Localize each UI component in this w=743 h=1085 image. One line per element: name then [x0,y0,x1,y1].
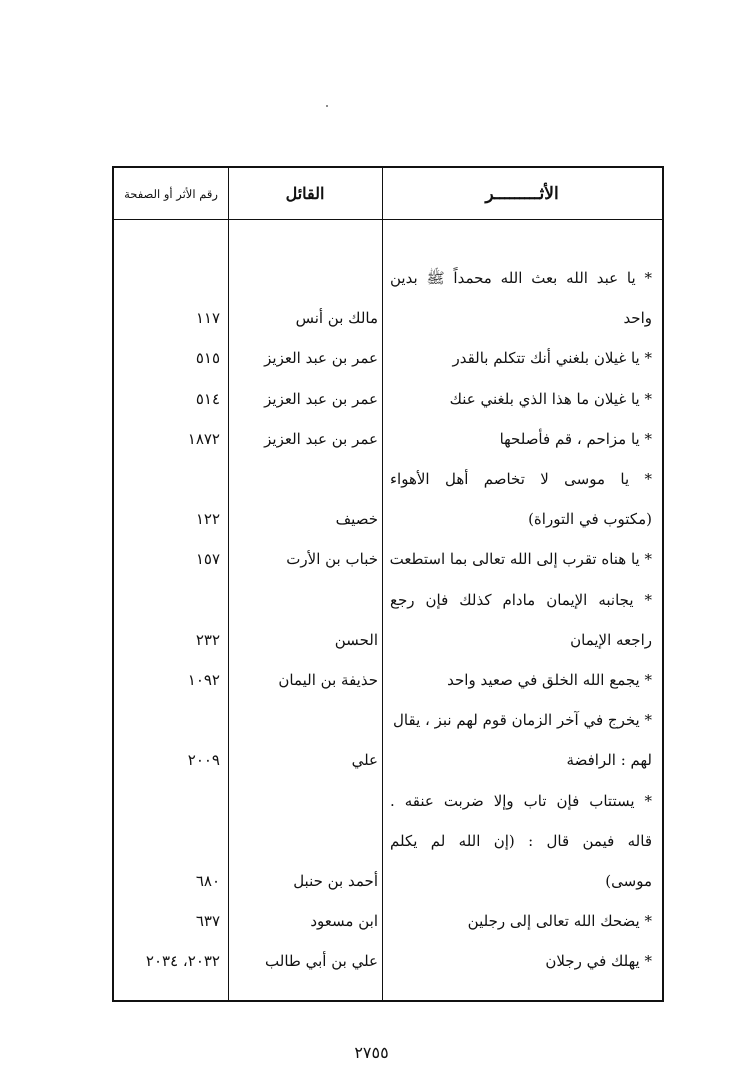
cell-qail: حذيفة بن اليمان [278,671,378,689]
cell-athar: * يستتاب فإن تاب وإلا ضربت عنقه . [390,791,652,810]
cell-athar: راجعه الإيمان [570,630,652,649]
table-row [114,745,662,785]
cell-ref: ١٨٧٢ [187,429,220,448]
cell-qail: الحسن [334,630,378,649]
cell-ref: ٢٠٣٢، ٢٠٣٤ [145,952,220,971]
table-row [114,424,662,464]
table-row [114,665,662,705]
cell-qail: مالك بن أنس [295,309,378,328]
table-row [114,303,662,343]
cell-athar: * يخرج في آخر الزمان قوم لهم نبز ، يقال [393,711,652,730]
cell-ref: ٦٨٠ [195,872,220,890]
cell-athar: * يا غيلان بلغني أنك تتكلم بالقدر [452,349,652,368]
scan-speck [326,105,328,107]
table-row [114,504,662,544]
page-number: ٢٧٥٥ [354,1043,389,1062]
cell-ref: ١١٧ [195,309,220,328]
cell-qail: خصيف [335,510,378,529]
cell-qail: أحمد بن حنبل [293,872,378,890]
table-row [114,343,662,383]
cell-qail: ابن مسعود [310,912,378,931]
table-row [114,384,662,424]
cell-ref: ١٢٢ [195,510,220,529]
header-ref: رقم الأثر أو الصفحة [124,186,218,201]
table-row [114,263,662,303]
table-row [114,906,662,946]
cell-ref: ١٠٩٢ [187,671,220,689]
header-qail: القائل [285,184,325,203]
cell-qail: خباب بن الأرت [286,550,378,569]
athar-index-table [112,166,664,1002]
table-row [114,786,662,826]
cell-athar: * يا عبد الله بعث الله محمداً ﷺ بدين [390,269,652,287]
cell-ref: ٥١٥ [195,349,220,368]
cell-qail: علي بن أبي طالب [265,952,378,971]
cell-ref: ٢٠٠٩ [187,751,220,770]
cell-ref: ٢٣٢ [195,630,220,649]
cell-athar: * يهلك في رجلان [545,952,652,971]
table-row [114,625,662,665]
table-row [114,705,662,745]
cell-qail: عمر بن عبد العزيز [264,349,378,368]
cell-qail: عمر بن عبد العزيز [264,389,378,408]
cell-athar: * يا مزاحم ، قم فأصلحها [499,429,652,448]
cell-athar: * يا غيلان ما هذا الذي بلغني عنك [449,389,652,408]
header-athar: الأثـــــــــر [485,183,559,204]
cell-athar: موسى) [605,872,652,890]
cell-athar: * يجمع الله الخلق في صعيد واحد [447,671,652,689]
cell-athar: * يا هناه تقرب إلى الله تعالى بما استطعت [389,550,652,569]
cell-ref: ٥١٤ [195,389,220,408]
table-row [114,544,662,584]
header-divider [114,219,662,220]
cell-ref: ٦٣٧ [195,912,220,931]
table-row [114,866,662,906]
cell-athar: (مكتوب في التوراة) [528,510,652,529]
cell-ref: ١٥٧ [195,550,220,569]
cell-athar: قاله فيمن قال : (إن الله لم يكلم [390,831,652,850]
cell-athar: واحد [623,309,652,328]
cell-athar: * يجانبه الإيمان مادام كذلك فإن رجع [390,590,652,609]
table-row [114,826,662,866]
cell-athar: * يضحك الله تعالى إلى رجلين [467,912,652,931]
cell-athar: * يا موسى لا تخاصم أهل الأهواء [390,470,652,488]
cell-qail: عمر بن عبد العزيز [264,429,378,448]
cell-qail: علي [351,751,378,770]
table-row [114,946,662,986]
table-row [114,464,662,504]
cell-athar: لهم : الرافضة [566,751,652,770]
table-row [114,585,662,625]
